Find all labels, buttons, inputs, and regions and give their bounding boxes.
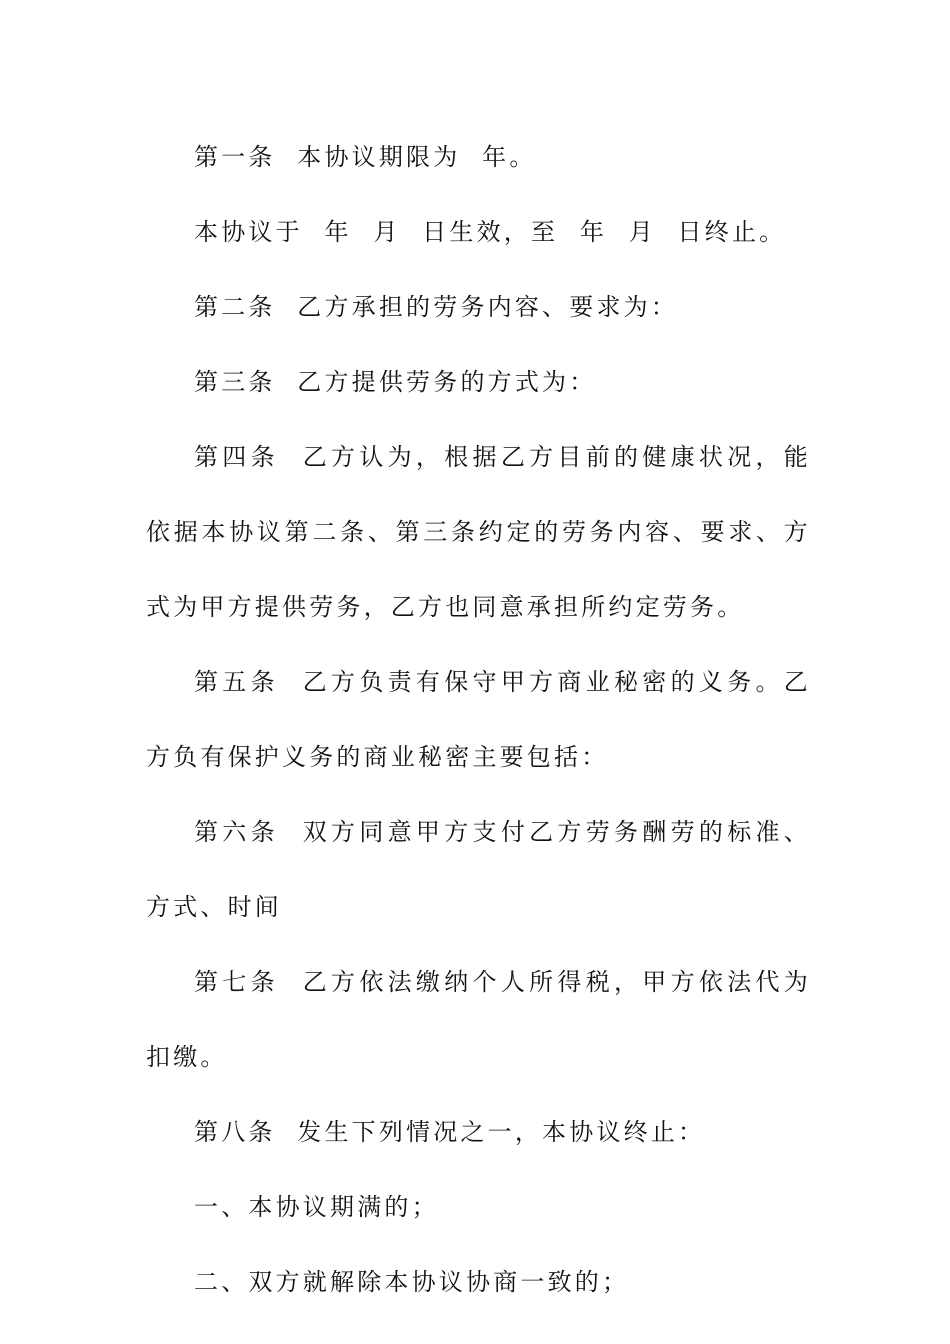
clause-7-income-tax: 第七条 乙方依法缴纳个人所得税，甲方依法代为扣缴。 (146, 968, 811, 1071)
clause-1-term: 第一条 本协议期限为 年。 (194, 143, 537, 171)
clause-4-health-statement: 第四条 乙方认为，根据乙方目前的健康状况，能依据本协议第二条、第三条约定的劳务内容、要求、方式为甲方提供劳务，乙方也同意承担所约定劳务。 (146, 443, 811, 621)
effective-date-line: 本协议于 年 月 日生效，至 年 月 日终止。 (194, 218, 787, 246)
clause-6-remuneration: 第六条 双方同意甲方支付乙方劳务酬劳的标准、方式、时间 (146, 818, 811, 921)
clause-8-termination: 第八条 发生下列情况之一，本协议终止： (194, 1118, 706, 1146)
clause-2-service-content: 第二条 乙方承担的劳务内容、要求为： (194, 293, 679, 321)
termination-item-1: 一、本协议期满的； (194, 1193, 439, 1221)
clause-3-service-method: 第三条 乙方提供劳务的方式为： (194, 368, 597, 396)
termination-item-2: 二、双方就解除本协议协商一致的； (194, 1268, 630, 1296)
document-body (146, 120, 811, 1320)
clause-5-confidentiality: 第五条 乙方负责有保守甲方商业秘密的义务。乙方负有保护义务的商业秘密主要包括： (146, 668, 811, 771)
